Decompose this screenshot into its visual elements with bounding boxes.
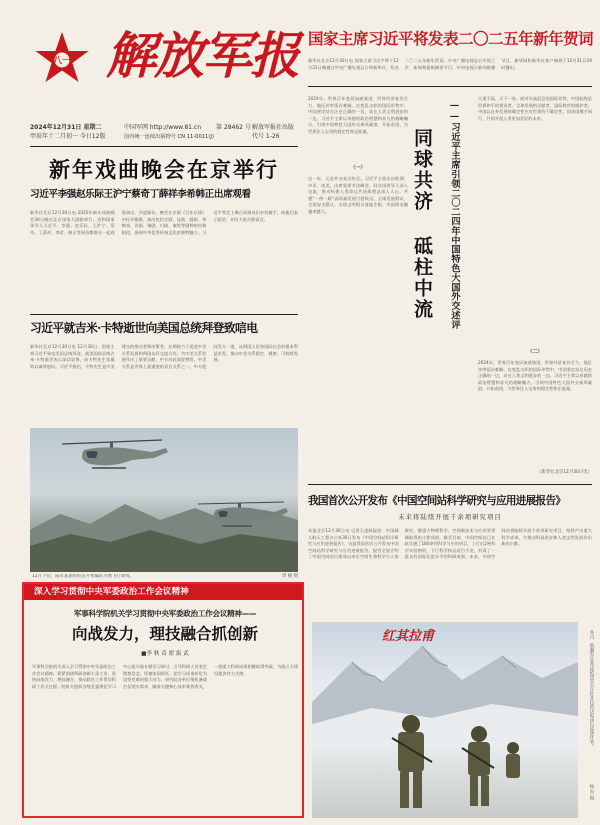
- top-headline-divider: [308, 86, 592, 87]
- masthead-title: 解放军报: [106, 26, 298, 85]
- commentary-credit: （新华社北京12月30日电）: [536, 470, 592, 475]
- army-star-emblem-icon: [34, 30, 90, 86]
- study-banner: [24, 584, 302, 600]
- svg-text:八一: 八一: [52, 56, 72, 67]
- commentary-divider: [308, 484, 592, 485]
- commentary-vertical-title: 同球共济 砥柱中流: [411, 128, 433, 320]
- commentary-body-left-2: 这一年，元首外交亮点纷呈。习近平主席出访欧洲、中亚、南美，出席重要多边峰会，同各国领导人深入交流，推动构建人类命运共同体理念深入人心。共建“一带一路”高质量发展行稳致远，全球发展倡议、全球安全倡议、全球文明倡议落地生根，中国朋友圈越来越大。: [308, 176, 408, 214]
- lunar-line: 甲辰年十二月初一 今日12版: [30, 133, 106, 140]
- study-kicker: 军事科学院机关学习贯彻中央军委政治工作会议精神——: [73, 609, 257, 618]
- carter-headline: 习近平就吉米·卡特逝世向美国总统拜登致唁电: [30, 321, 258, 335]
- gala-headline: 新年戏曲晚会在京举行: [49, 157, 279, 182]
- issue-number: 第 28462 号: [216, 124, 251, 131]
- study-byline: ■李 秋 奇 翟 振 武: [141, 651, 189, 657]
- commentary-part-2-label: （二）: [527, 349, 543, 355]
- helicopter-photo-caption: 12月下旬，陆军某旅组织直升机编队开展飞行训练。: [32, 574, 135, 579]
- study-body: 军事科学院机关深入学习贯彻中央军委政治工作会议精神，紧紧围绕科研创新主责主业，坚持向战发力、理技融合，推动政治工作贯穿科研工作全过程。院机关组织各级党委理论学习中心组开展专题学习研讨，引导科研人员坚定理想信念、厚植家国情怀，把学习成果转化为攻坚克难的强大动力。研究院各单位聚焦备战打仗现实需求，瞄准关键核心技术集智攻关，一批重大科研成果相继取得突破，为战斗力建设提供有力支撑。: [32, 664, 298, 689]
- masthead: [18, 14, 298, 118]
- masthead-divider: [30, 146, 298, 147]
- space-report-subheadline: 未来将陆续开展千余项研究项目: [398, 513, 502, 521]
- top-headline-body: 新华社北京12月30日电 国家主席习近平将于12月31日晚通过中央广播电视总台和新华社，发表二〇二五年新年贺词。中央广播电视总台中国之声、新闻和报纸摘要节目，中央电视台新闻联播节目，新华网和新华社客户端将于12月31日19时播出。: [308, 58, 592, 70]
- space-report-headline: 我国首次公开发布《中国空间站科学研究与应用进展报告》: [308, 495, 566, 507]
- gala-subheadline: 习近平李强赵乐际王沪宁蔡奇丁薛祥李希韩正出席观看: [30, 189, 251, 200]
- photo-place-stamp: 红其拉甫: [382, 629, 435, 644]
- commentary-part-1-label: （一）: [350, 165, 366, 171]
- top-headline: 国家主席习近平将发表二〇二五年新年贺词: [308, 29, 594, 48]
- helicopter-photo-credit: 周 楠 摄: [282, 574, 298, 579]
- soldiers-photo-caption: 冬日，新疆军区某边防团官兵在红其拉甫达坂执行巡逻任务。: [589, 630, 594, 749]
- website-link[interactable]: 中国军网 http://www.81.cn: [124, 124, 202, 131]
- helicopter-1-graphic: [62, 436, 172, 482]
- helicopter-2-graphic: [198, 498, 290, 536]
- code-line: 国内统一连续出版物号 CN 11-0011(J): [124, 134, 214, 140]
- date-line: 2024年12月31日 星期二: [30, 124, 102, 131]
- study-headline: 向战发力，理技融合抓创新: [71, 624, 258, 643]
- soldiers-photo: [312, 622, 578, 818]
- commentary-body-left: 2024年，世界百年变局加速演进，世界经济复苏乏力，地区冲突延宕难解。在变乱交织的国际形势中，中国坚定站在历史正确的一边，站在人类文明进步的一边。习近平主席以卓越的政治智慧和非凡的战略魄力，引领中国特色大国外交乘风破浪、开拓奋进，为世界注入宝贵的稳定性和正能量。: [308, 96, 408, 134]
- gala-body: 新华社北京12月30日电 2025年新年戏曲晚会30日晚在北京国家大剧院举行。党和国家领导人习近平、李强、赵乐际、王沪宁、蔡奇、丁薛祥、李希、韩正等同首都群众一起观看演出，共迎新年。晚会在京剧《百年京剧》中拉开帷幕，演出包括京剧、昆曲、越剧、黄梅戏、评剧、豫剧、川剧、秦腔等剧种的经典唱段，展现中华优秀传统文化的独特魅力。习近平等走上舞台同演员们亲切握手，向他们表示祝贺，并同大家合影留念。: [30, 210, 298, 235]
- carter-body: 新华社北京12月30日电 12月30日，国家主席习近平致电美国总统拜登，就美国前总统吉米·卡特逝世表示深切哀悼，向卡特先生家属致以诚挚慰问。习近平指出，卡特先生是中美建交的推动者和决策者，长期致力于促进中美关系发展和两国友好交流合作，为中美关系发展作出了重要贡献，中方对此高度赞赏。中美关系是世界上最重要的双边关系之一。中方愿同美方一道，从两国人民和国际社会的根本利益出发，推动中美关系稳定、健康、可持续发展。: [30, 344, 298, 369]
- soldiers-photo-credit: 杨 东 摄: [589, 784, 594, 800]
- postal-code: 代号 1-26: [252, 133, 280, 140]
- study-banner-label: 深入学习贯彻中央军委政治工作会议精神: [34, 587, 189, 597]
- publisher-line: 解放军报社出版: [252, 124, 295, 131]
- commentary-body-right: 大道不孤，天下一家。面对风高浪急的国际形势，中国始终是世界和平的建设者、全球发展的贡献者、国际秩序的维护者。中国以自身发展的确定性应对世界的不确定性，同各国携手同行，共同开创人类更加美好的未来。: [478, 96, 592, 121]
- space-report-body: 本报北京12月30日电 记者王凌硕报道：中国载人航天工程办公室30日发布《中国空间站科学研究与应用进展报告》，这是我国首次公开发布中国空间站科学研究与应用进展报告。报告全面介绍了中国空间站自建成以来在空间生命科学与人体研究、微重力物理科学、空间新技术与应用等领域取得的主要成果。截至目前，中国空间站已在轨实施了180余项科学与应用项目，上行近2吨科学实验物资，下行科学样品近百千克，形成了一批具有国际先进水平的科研成果。未来，中国空间站将陆续开展千余项研究项目，持续产出重大科学成果，为推动科技进步和人类文明发展作出新的贡献。: [308, 528, 592, 560]
- commentary-body-right-2: 2024年，世界百年变局加速演进，世界经济复苏乏力，地区冲突延宕难解。在变乱交织的国际形势中，中国坚定站在历史正确的一边，站在人类文明进步的一边。习近平主席以卓越的政治智慧和非凡的战略魄力，引领中国特色大国外交乘风破浪、开拓奋进，为世界注入宝贵的稳定性和正能量。: [478, 360, 592, 392]
- helicopter-photo: [30, 428, 298, 572]
- patrol-soldiers-graphic: [372, 702, 532, 818]
- gala-divider: [30, 314, 298, 315]
- commentary-vertical-subtitle: ——习近平主席引领二〇二四年中国特色大国外交述评: [449, 100, 460, 330]
